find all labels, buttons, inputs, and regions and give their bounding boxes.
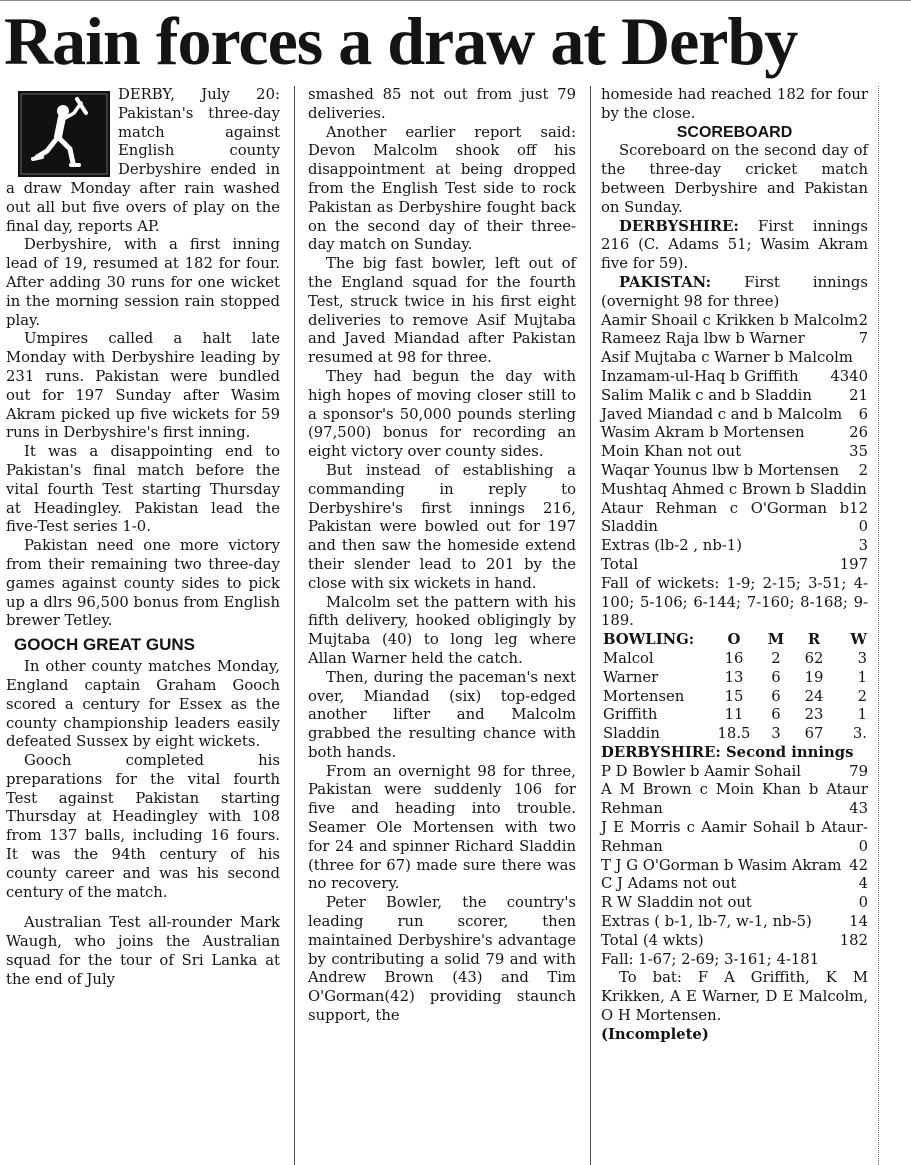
bowler-name: Griffith <box>603 706 658 724</box>
team-label: PAKISTAN: <box>619 273 712 291</box>
batsman-dismissal: Mushtaq Ahmed c Brown b Sladdin <box>601 480 867 498</box>
batting-entry <box>601 763 868 782</box>
bowler-wickets: 3 <box>857 649 867 667</box>
bowling-row <box>601 669 868 688</box>
batsman-runs: 0 <box>858 837 868 855</box>
extras-label: Extras (lb-2 , nb-1) <box>601 537 742 555</box>
batsman-runs: 21 <box>849 386 868 404</box>
batsman-dismissal: C J Adams not out <box>601 875 737 893</box>
batsman-runs: 43 <box>830 367 850 385</box>
batting-entry <box>601 462 868 481</box>
batsman-runs: 0 <box>858 518 868 536</box>
column-rule <box>294 86 295 1165</box>
bowler-maidens: 6 <box>771 687 781 705</box>
innings-text: First innings 216 (C. Adams 51; Wasim Akram five for 59). <box>601 217 868 273</box>
batsman-runs: 4 <box>858 875 868 893</box>
article-paragraph: smashed 85 not out from just 79 deliveries. <box>308 86 576 122</box>
batsman-runs: 12 <box>849 499 868 517</box>
batsman-dismissal: P D Bowler b Aamir Sohail <box>601 762 802 780</box>
article-paragraph: Derbyshire, with a first inning lead of 19, resumed at 182 for four. After adding 30 runs for one wicket in the morning session rain stopped play. <box>6 236 280 329</box>
batsman-runs: 26 <box>849 424 868 442</box>
article-paragraph: It was a disappointing end to Pakistan's final match before the vital fourth Test starting Thursday at Headingley. Pakistan lead the five-Test series 1-0. <box>6 443 280 536</box>
bowling-header <box>601 631 868 650</box>
total-row <box>601 556 868 575</box>
total-value: 182 <box>839 931 868 949</box>
bowler-wickets: 2 <box>857 687 867 705</box>
article-paragraph: DERBY, July 20: Pakistan's three-day match against English county Derbyshire ended in a draw Monday after rain washed out all but five overs of play on the final day, reports AP. <box>6 86 280 235</box>
scoreboard-intro: Scoreboard on the second day of the three-day cricket match between Derbyshire and Pakistan on Sunday. <box>601 142 868 216</box>
bowling-row <box>601 688 868 707</box>
scoreboard-title: SCOREBOARD <box>676 123 793 141</box>
article-paragraph: homeside had reached 182 for four by the close. <box>601 86 868 122</box>
batsman-runs: 2 <box>858 461 868 479</box>
extras-row <box>601 913 868 932</box>
innings-header <box>601 274 868 312</box>
bowling-col-maidens: M <box>767 631 785 649</box>
article-column-1 <box>6 86 280 990</box>
batsman-runs: 0 <box>858 894 868 912</box>
bowler-name: Sladdin <box>603 725 660 743</box>
extras-value: 3 <box>858 537 868 555</box>
total-value: 197 <box>839 555 868 573</box>
article-paragraph: But instead of establishing a commanding in reply to Derbyshire's first innings 216, Pakistan were bowled out for 197 and then saw the homeside extend their slender lead to 201 by the close with six wickets in hand. <box>308 461 576 592</box>
batsman-runs: 7 <box>858 330 868 348</box>
batsman-dismissal: Wasim Akram b Mortensen <box>601 424 805 442</box>
batsman-runs: 35 <box>849 443 868 461</box>
batsman-runs: 2 <box>858 311 868 329</box>
batting-entry <box>601 894 868 913</box>
bowling-row <box>601 706 868 725</box>
batsman-runs: 40 <box>849 367 868 385</box>
batsman-runs: 42 <box>849 856 868 874</box>
article-paragraph: They had begun the day with high hopes of moving closer still to a sponsor's 50,000 pounds sterling (97,500) bonus for recording an eight victory over county sides. <box>308 367 576 461</box>
total-label: Total <box>601 555 639 573</box>
article-paragraph: From an overnight 98 for three, Pakistan were suddenly 106 for five and heading into trouble. Seamer Ole Mortensen with two for 24 and spinner Richard Sladdin (three for 67) made sure there was no recovery. <box>308 762 576 893</box>
batsman-dismissal: Asif Mujtaba c Warner b Malcolm <box>601 349 853 367</box>
batsman-runs: 43 <box>849 800 868 818</box>
bowler-runs: 67 <box>804 725 824 743</box>
article-paragraph: The big fast bowler, left out of the England squad for the fourth Test, struck twice in his first eight deliveries to remove Asif Mujtaba and Javed Miandad after Pakistan resumed at 98 for three. <box>308 255 576 367</box>
batting-entry <box>601 443 868 462</box>
article-paragraph: Australian Test all-rounder Mark Waugh, who joins the Australian squad for the tour of Sri Lanka at the end of July <box>6 914 280 988</box>
batting-entry <box>601 875 868 894</box>
batting-entry <box>601 368 849 387</box>
article-paragraph: Gooch completed his preparations for the vital fourth Test against Pakistan starting Thursday at Headingley with 108 from 137 balls, including 16 fours. It was the 94th century of his county career and was his second century of the match. <box>6 752 280 901</box>
batsman-dismissal: Moin Khan not out <box>601 443 742 461</box>
top-border <box>0 0 911 1</box>
batsman-runs: 6 <box>858 405 868 423</box>
extras-value: 14 <box>849 913 868 931</box>
fall-of-wickets: Fall: 1-67; 2-69; 3-161; 4-181 <box>601 950 820 968</box>
bowler-wickets: 1 <box>857 668 867 686</box>
bowler-overs: 13 <box>724 668 744 686</box>
article-paragraph: Another earlier report said: Devon Malcolm shook off his disappointment at being dropped from the English Test side to rock Pakistan as Derbyshire fought back on the second day of their three-day match on Sunday. <box>308 123 576 254</box>
bowler-name: Malcol <box>603 649 654 667</box>
bowler-runs: 19 <box>804 668 824 686</box>
bowler-runs: 62 <box>804 649 824 667</box>
bowling-col-overs: O <box>727 631 741 649</box>
bowler-name: Warner <box>603 668 659 686</box>
bowler-overs: 16 <box>724 649 744 667</box>
batting-entry <box>601 819 868 857</box>
innings-text: Second innings <box>720 743 854 761</box>
bowler-overs: 18.5 <box>717 725 751 743</box>
batsman-dismissal: Salim Malik c and b Sladdin <box>601 386 812 404</box>
innings-header <box>601 744 868 763</box>
bowler-overs: 15 <box>724 687 744 705</box>
total-label: Total (4 wkts) <box>601 931 704 949</box>
bowler-name: Mortensen <box>603 687 685 705</box>
headline: Rain forces a draw at Derby <box>4 3 798 79</box>
incomplete-note: (Incomplete) <box>601 1025 709 1043</box>
batsman-dismissal: Rameez Raja lbw b Warner <box>601 330 805 348</box>
bowling-row <box>601 650 868 669</box>
bowling-row <box>601 725 868 744</box>
bowling-col-wickets: W <box>850 631 867 649</box>
batsman-runs: 79 <box>849 762 868 780</box>
batting-entry <box>601 781 868 819</box>
subheading: GOOCH GREAT GUNS <box>14 635 196 655</box>
fall-of-wickets: Fall of wickets: 1-9; 2-15; 3-51; 4-100; 5-106; 6-144; 7-160; 8-168; 9-189. <box>601 574 868 630</box>
bowler-wickets: 3. <box>852 725 867 743</box>
batsman-dismissal: Aamir Shoail c Krikken b Malcolm <box>601 311 859 329</box>
article-paragraph: Then, during the paceman's next over, Miandad (six) top-edged another lifter and Malcolm grabbed the resulting chance with both hands. <box>308 668 576 761</box>
bowler-maidens: 3 <box>771 725 781 743</box>
batting-entry <box>601 857 868 876</box>
to-bat: To bat: F A Griffith, K M Krikken, A E Warner, D E Malcolm, O H Mortensen. <box>601 969 868 1025</box>
bowler-runs: 24 <box>804 687 824 705</box>
batsman-dismissal: Ataur Rehman c O'Gorman b Sladdin <box>601 499 850 536</box>
article-column-2 <box>308 86 576 1026</box>
article-paragraph: In other county matches Monday, England captain Graham Gooch scored a century for Essex as the county championship leaders easily defeated Sussex by eight wickets. <box>6 658 280 751</box>
bowler-maidens: 2 <box>771 649 781 667</box>
article-paragraph: Umpires called a halt late Monday with Derbyshire leading by 231 runs. Pakistan were bundled out for 197 Sunday after Wasim Akram picked up five wickets for 59 runs in Derbyshire's first inning. <box>6 330 280 442</box>
bowling-label: BOWLING: <box>603 631 695 649</box>
innings-text: First innings (overnight 98 for three) <box>601 273 868 310</box>
team-label: DERBYSHIRE: <box>601 743 721 761</box>
batsman-dismissal: A M Brown c Moin Khan b Ataur Rehman <box>601 781 868 818</box>
extras-row <box>601 537 868 556</box>
batsman-dismissal: Javed Miandad c and b Malcolm <box>601 405 843 423</box>
innings-header <box>601 218 868 274</box>
column-rule <box>590 86 591 1165</box>
extras-label: Extras ( b-1, lb-7, w-1, nb-5) <box>601 913 812 931</box>
bowler-maidens: 6 <box>771 668 781 686</box>
bowler-maidens: 6 <box>771 706 781 724</box>
batting-entry <box>601 406 868 425</box>
article-paragraph: Pakistan need one more victory from their remaining two three-day games against county sides to pick up a dlrs 96,500 bonus from English brewer Tetley. <box>6 537 280 630</box>
batting-entry <box>601 312 868 331</box>
scoreboard-column <box>601 86 868 1045</box>
total-row <box>601 932 868 951</box>
batting-entry <box>601 387 868 406</box>
batting-entry <box>601 500 868 538</box>
batsman-dismissal: J E Morris c Aamir Sohail b Ataur-Rehman <box>601 819 868 855</box>
article-paragraph: Peter Bowler, the country's leading run scorer, then maintained Derbyshire's advantage by contributing a solid 79 and with Andrew Brown (43) and Tim O'Gorman(42) providing staunch support, the <box>308 894 576 1025</box>
batsman-dismissal: T J G O'Gorman b Wasim Akram <box>601 856 842 874</box>
cricket-batsman-icon <box>18 91 110 177</box>
batting-entry <box>601 330 868 349</box>
bowler-runs: 23 <box>804 706 824 724</box>
batsman-dismissal: Inzamam-ul-Haq b Griffith <box>601 367 799 385</box>
batting-entry <box>601 424 868 443</box>
bowling-col-runs: R <box>807 631 821 649</box>
batting-entry <box>601 480 868 517</box>
bowler-wickets: 1 <box>857 706 867 724</box>
article-paragraph: Malcolm set the pattern with his fifth delivery, hooked obligingly by Mujtaba (40) to long leg where Allan Warner held the catch. <box>308 593 576 667</box>
bowler-overs: 11 <box>724 706 744 724</box>
batsman-dismissal: R W Sladdin not out <box>601 894 752 912</box>
column-rule <box>878 86 879 1165</box>
batsman-dismissal: Waqar Younus lbw b Mortensen <box>601 461 840 479</box>
team-label: DERBYSHIRE: <box>619 217 739 235</box>
